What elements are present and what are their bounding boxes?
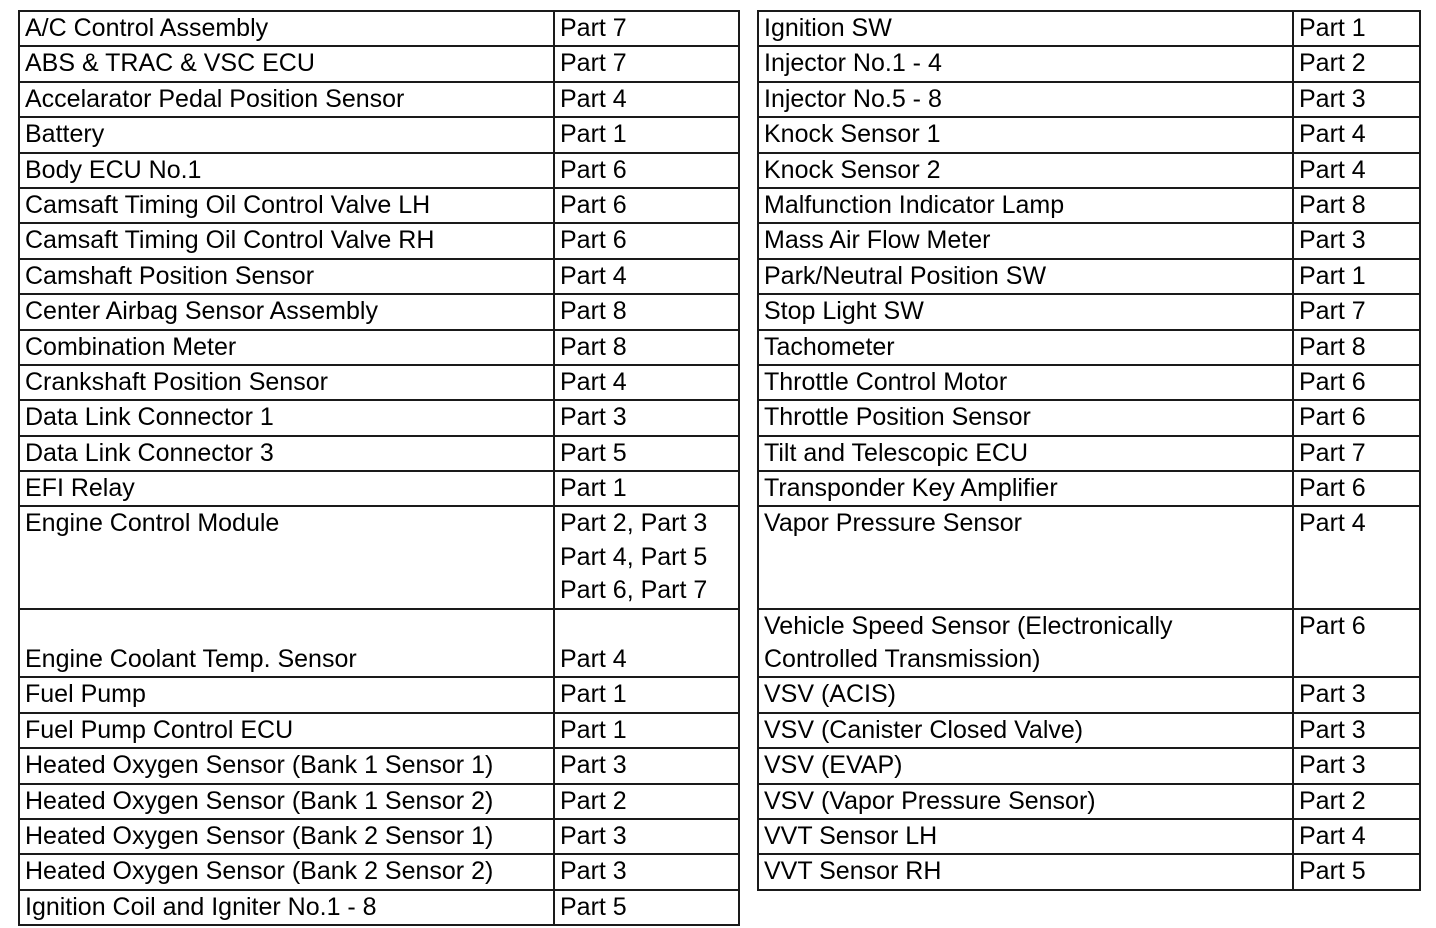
part-reference: Part 8: [1299, 190, 1366, 219]
table-row: [19, 819, 739, 854]
part-reference-cell: [1293, 117, 1420, 152]
part-reference: Part 6: [560, 190, 627, 219]
part-reference-cell: [554, 609, 739, 678]
table-row: [758, 784, 1420, 819]
table-row: [758, 748, 1420, 783]
part-reference-cell: [554, 471, 739, 506]
component-name: Injector No.1 - 4: [764, 49, 942, 78]
component-name-cell: [758, 506, 1293, 608]
component-name-cell: [758, 748, 1293, 783]
component-name-cell: [19, 890, 554, 925]
part-reference-cell: [1293, 11, 1420, 46]
component-name: Stop Light SW: [764, 297, 924, 326]
component-name: Throttle Control Motor: [764, 367, 1008, 396]
component-name-cell: [758, 784, 1293, 819]
part-reference-cell: [554, 11, 739, 46]
part-reference-cell: [554, 677, 739, 712]
component-name: Fuel Pump: [25, 680, 146, 709]
table-row: [758, 259, 1420, 294]
part-reference-cell: [554, 890, 739, 925]
part-reference: Part 2: [560, 786, 627, 815]
table-row: [19, 117, 739, 152]
component-name: Vehicle Speed Sensor (Electronically: [764, 611, 1173, 640]
component-name-cell: [758, 609, 1293, 678]
component-name: Camsaft Timing Oil Control Valve RH: [25, 226, 435, 255]
component-name-cell: [19, 153, 554, 188]
part-reference: Part 6, Part 7: [560, 576, 708, 605]
component-name: Engine Control Module: [25, 509, 280, 538]
component-name-cell: [758, 153, 1293, 188]
component-name-cell: [19, 11, 554, 46]
table-row: [19, 330, 739, 365]
component-name-cell: [758, 819, 1293, 854]
table-row: [19, 188, 739, 223]
part-reference: Part 4: [560, 84, 627, 113]
component-name: Controlled Transmission): [764, 645, 1041, 674]
part-reference-cell: [1293, 223, 1420, 258]
part-reference-cell: [1293, 854, 1420, 889]
component-name-cell: [19, 609, 554, 678]
component-name-cell: [19, 677, 554, 712]
component-name: Body ECU No.1: [25, 155, 202, 184]
component-name-cell: [758, 117, 1293, 152]
table-row: [19, 46, 739, 81]
component-name-cell: [758, 330, 1293, 365]
part-reference: Part 2, Part 3: [560, 509, 708, 538]
component-name: ABS & TRAC & VSC ECU: [25, 49, 315, 78]
component-name-cell: [758, 223, 1293, 258]
part-reference-cell: [554, 506, 739, 608]
table-row: [758, 436, 1420, 471]
part-reference: Part 5: [560, 438, 627, 467]
part-reference-cell: [1293, 82, 1420, 117]
table-row: [19, 854, 739, 889]
table-row: [758, 854, 1420, 889]
component-name: Park/Neutral Position SW: [764, 261, 1047, 290]
table-row: [758, 819, 1420, 854]
table-row: [19, 677, 739, 712]
table-row: [19, 223, 739, 258]
component-name: Heated Oxygen Sensor (Bank 1 Sensor 1): [25, 751, 494, 780]
part-reference: Part 4: [560, 645, 627, 674]
part-reference: Part 2: [1299, 49, 1366, 78]
table-row: [19, 436, 739, 471]
component-name-cell: [19, 117, 554, 152]
part-reference-cell: [1293, 46, 1420, 81]
part-reference: Part 6: [560, 155, 627, 184]
table-row: [758, 365, 1420, 400]
part-reference-cell: [1293, 471, 1420, 506]
table-row: [758, 713, 1420, 748]
component-name: Combination Meter: [25, 332, 237, 361]
component-name: Malfunction Indicator Lamp: [764, 190, 1065, 219]
component-name: Heated Oxygen Sensor (Bank 2 Sensor 2): [25, 857, 494, 886]
table-row: [19, 506, 739, 608]
component-name-cell: [758, 82, 1293, 117]
component-name: Knock Sensor 1: [764, 120, 941, 149]
part-reference: Part 6: [1299, 474, 1366, 503]
part-reference-cell: [554, 153, 739, 188]
table-row: [758, 188, 1420, 223]
component-name: Throttle Position Sensor: [764, 403, 1031, 432]
part-reference: Part 8: [560, 297, 627, 326]
component-name-cell: [758, 365, 1293, 400]
part-reference: Part 7: [1299, 438, 1366, 467]
component-name-cell: [19, 436, 554, 471]
part-reference: Part 1: [1299, 261, 1366, 290]
part-reference-cell: [1293, 365, 1420, 400]
table-row: [758, 46, 1420, 81]
component-name-cell: [19, 400, 554, 435]
component-name-cell: [19, 471, 554, 506]
part-reference-cell: [554, 713, 739, 748]
component-name: Camshaft Position Sensor: [25, 261, 315, 290]
part-reference-cell: [554, 784, 739, 819]
part-reference: Part 3: [1299, 751, 1366, 780]
part-reference: Part 4: [1299, 822, 1366, 850]
component-name: Tachometer: [764, 332, 895, 361]
table-row: [19, 471, 739, 506]
part-reference-cell: [554, 188, 739, 223]
part-reference-cell: [554, 748, 739, 783]
part-reference-cell: [554, 259, 739, 294]
table-row: [19, 82, 739, 117]
part-reference: Part 3: [560, 403, 627, 432]
component-name-cell: [758, 11, 1293, 46]
component-name: Heated Oxygen Sensor (Bank 1 Sensor 2): [25, 786, 494, 815]
table-row: [758, 506, 1420, 608]
component-name: Center Airbag Sensor Assembly: [25, 297, 378, 326]
component-name: Ignition Coil and Igniter No.1 - 8: [25, 892, 377, 921]
component-name: VSV (Vapor Pressure Sensor): [764, 786, 1096, 815]
table-row: [19, 609, 739, 678]
component-name-cell: [19, 259, 554, 294]
part-reference-cell: [554, 365, 739, 400]
right-table-body: [758, 11, 1420, 890]
table-row: [19, 11, 739, 46]
part-reference: Part 1: [1299, 14, 1366, 42]
component-name-cell: [758, 713, 1293, 748]
part-reference: Part 7: [560, 14, 627, 42]
component-name-cell: [758, 46, 1293, 81]
component-name-cell: [19, 784, 554, 819]
part-reference: Part 1: [560, 715, 627, 744]
table-row: [19, 784, 739, 819]
component-name: VSV (EVAP): [764, 751, 903, 780]
part-reference: Part 4: [560, 367, 627, 396]
component-name-cell: [758, 677, 1293, 712]
part-reference-cell: [1293, 506, 1420, 608]
table-row: [19, 890, 739, 925]
component-name-cell: [19, 330, 554, 365]
component-name: Tilt and Telescopic ECU: [764, 438, 1029, 467]
part-reference-cell: [554, 117, 739, 152]
component-name: VVT Sensor LH: [764, 822, 938, 850]
part-reference: Part 4: [560, 261, 627, 290]
table-row: [758, 471, 1420, 506]
component-name: Crankshaft Position Sensor: [25, 367, 328, 396]
part-reference: Part 3: [560, 857, 627, 886]
left-table-body: [19, 11, 739, 925]
table-row: [758, 609, 1420, 678]
component-name-cell: [758, 471, 1293, 506]
table-row: [758, 11, 1420, 46]
part-reference-cell: [1293, 259, 1420, 294]
part-reference: Part 3: [1299, 715, 1366, 744]
table-row: [19, 748, 739, 783]
component-name-cell: [758, 436, 1293, 471]
component-name: EFI Relay: [25, 474, 135, 503]
component-name: A/C Control Assembly: [25, 14, 269, 42]
part-reference: Part 8: [560, 332, 627, 361]
component-name-cell: [758, 294, 1293, 329]
component-name-cell: [758, 854, 1293, 889]
part-reference-cell: [554, 82, 739, 117]
part-reference: Part 3: [1299, 84, 1366, 113]
part-reference-cell: [1293, 153, 1420, 188]
part-reference-cell: [1293, 677, 1420, 712]
component-name: Mass Air Flow Meter: [764, 226, 991, 255]
part-reference-cell: [554, 46, 739, 81]
table-row: [19, 400, 739, 435]
component-name-cell: [19, 82, 554, 117]
component-index-table-right: [757, 10, 1421, 891]
part-reference: Part 3: [1299, 226, 1366, 255]
part-reference: Part 8: [1299, 332, 1366, 361]
component-name: Transponder Key Amplifier: [764, 474, 1058, 503]
part-reference: Part 1: [560, 680, 627, 709]
part-reference-cell: [1293, 713, 1420, 748]
component-name-cell: [19, 506, 554, 608]
part-reference: Part 5: [1299, 857, 1366, 886]
component-name-cell: [758, 188, 1293, 223]
table-row: [758, 677, 1420, 712]
table-row: [19, 713, 739, 748]
part-reference-cell: [1293, 436, 1420, 471]
component-name-cell: [19, 223, 554, 258]
part-reference-cell: [1293, 748, 1420, 783]
part-reference-cell: [1293, 188, 1420, 223]
table-row: [758, 294, 1420, 329]
component-name: Data Link Connector 1: [25, 403, 274, 432]
part-reference-cell: [554, 330, 739, 365]
part-reference: Part 4: [1299, 509, 1366, 538]
table-row: [758, 153, 1420, 188]
part-reference-cell: [554, 819, 739, 854]
table-row: [758, 400, 1420, 435]
component-name-cell: [758, 400, 1293, 435]
component-name-cell: [19, 854, 554, 889]
part-reference: Part 1: [560, 120, 627, 149]
part-reference-cell: [554, 436, 739, 471]
part-reference-cell: [1293, 400, 1420, 435]
component-name: Engine Coolant Temp. Sensor: [25, 645, 357, 674]
part-reference: Part 2: [1299, 786, 1366, 815]
component-name: Vapor Pressure Sensor: [764, 509, 1022, 538]
table-row: [758, 223, 1420, 258]
part-reference-cell: [554, 223, 739, 258]
part-reference: Part 4, Part 5: [560, 542, 708, 571]
component-name-cell: [19, 46, 554, 81]
component-name: Camsaft Timing Oil Control Valve LH: [25, 190, 431, 219]
component-name: Knock Sensor 2: [764, 155, 941, 184]
table-row: [19, 294, 739, 329]
part-reference-cell: [554, 400, 739, 435]
table-row: [19, 259, 739, 294]
part-reference-cell: [1293, 609, 1420, 678]
part-reference: Part 6: [560, 226, 627, 255]
component-name-cell: [758, 259, 1293, 294]
part-reference-cell: [1293, 784, 1420, 819]
component-name-cell: [19, 294, 554, 329]
component-name-cell: [19, 819, 554, 854]
part-reference: Part 6: [1299, 611, 1366, 640]
part-reference: Part 7: [1299, 297, 1366, 326]
component-name: VVT Sensor RH: [764, 857, 942, 886]
component-name: VSV (Canister Closed Valve): [764, 715, 1084, 744]
part-reference: Part 6: [1299, 403, 1366, 432]
part-reference-cell: [1293, 330, 1420, 365]
component-name: Heated Oxygen Sensor (Bank 2 Sensor 1): [25, 822, 494, 850]
component-name: Battery: [25, 120, 105, 149]
component-name-cell: [19, 748, 554, 783]
part-reference: Part 3: [560, 822, 627, 850]
component-name: Fuel Pump Control ECU: [25, 715, 294, 744]
table-row: [758, 330, 1420, 365]
component-name: Ignition SW: [764, 14, 892, 42]
part-reference: Part 4: [1299, 120, 1366, 149]
part-reference-cell: [1293, 294, 1420, 329]
part-reference: Part 5: [560, 892, 627, 921]
part-reference-cell: [1293, 819, 1420, 854]
component-name-cell: [19, 713, 554, 748]
component-name-cell: [19, 188, 554, 223]
table-row: [19, 153, 739, 188]
part-reference: Part 3: [560, 751, 627, 780]
table-row: [758, 117, 1420, 152]
table-row: [19, 365, 739, 400]
part-reference: Part 4: [1299, 155, 1366, 184]
part-reference: Part 3: [1299, 680, 1366, 709]
component-name: Injector No.5 - 8: [764, 84, 942, 113]
part-reference: Part 1: [560, 474, 627, 503]
component-index-table-left: [18, 10, 740, 926]
table-row: [758, 82, 1420, 117]
component-name: Data Link Connector 3: [25, 438, 274, 467]
part-reference-cell: [554, 294, 739, 329]
component-name: VSV (ACIS): [764, 680, 896, 709]
part-reference-cell: [554, 854, 739, 889]
component-name-cell: [19, 365, 554, 400]
part-reference: Part 6: [1299, 367, 1366, 396]
component-name: Accelarator Pedal Position Sensor: [25, 84, 405, 113]
part-reference: Part 7: [560, 49, 627, 78]
